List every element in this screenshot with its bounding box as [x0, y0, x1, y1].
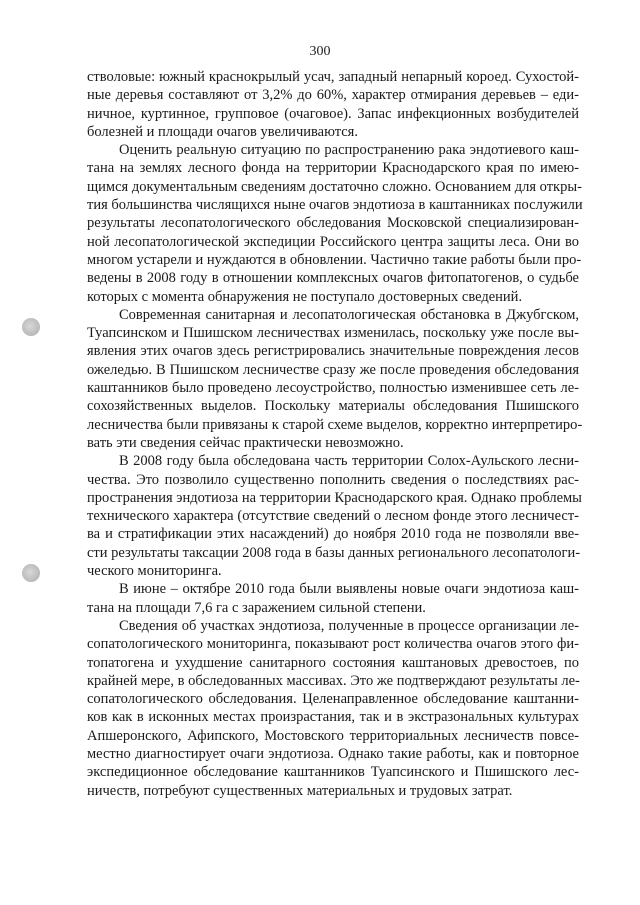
punch-hole-upper — [22, 318, 40, 336]
text-line: ческого мониторинга. — [87, 563, 222, 580]
text-line: болезней и площади очагов увеличиваются. — [87, 123, 358, 140]
text-line: каштанников было проведено лесоустройство, полностью изменившее сеть ле- — [87, 380, 579, 397]
text-line: тана на площади 7,6 га с заражением сильной степени. — [87, 599, 426, 616]
punch-hole-lower — [22, 564, 40, 582]
text-line: ничное, куртинное, групповое (очаговое). Запас инфекционных возбудителей — [87, 105, 579, 122]
text-line: Сведения об участках эндотиоза, полученные в процессе организации ле- — [119, 617, 579, 634]
paragraph — [87, 617, 579, 800]
text-line: ва и стратификации этих насаждений) до ноября 2010 года не позволяли вве- — [87, 526, 579, 543]
text-line: В 2008 году была обследована часть территории Солох-Аульского лесни- — [119, 453, 579, 470]
text-line: сопатологического мониторинга, показывают рост количества очагов этого фи- — [87, 636, 579, 653]
text-line: стволовые: южный краснокрылый усач, западный непарный короед. Сухостой- — [87, 69, 579, 85]
text-line: экспедиционное обследование каштанников Туапсинского и Пшишского лес- — [87, 764, 579, 781]
text-line: чества. Это позволило существенно пополнить сведения о последствиях рас- — [87, 471, 579, 488]
text-line: сохозяйственных выделов. Поскольку материалы обследования Пшишского — [87, 398, 579, 415]
text-line: тия большинства числящихся ныне очагов эндотиоза в каштанниках послужили — [87, 197, 583, 214]
text-line: результаты лесопатологического обследования Московской специализирован- — [87, 215, 579, 232]
text-line: тана на землях лесного фонда на территории Краснодарского края по имею- — [87, 160, 579, 177]
text-line: сти результаты таксации 2008 года в базы данных регионального лесопатологи- — [87, 544, 581, 561]
text-line: пространения эндотиоза на территории Краснодарского края. Однако проблемы — [87, 489, 582, 506]
paragraph — [87, 306, 583, 452]
paragraph — [87, 452, 582, 580]
text-line: Туапсинском и Пшишском лесничествах изменилась, поскольку уже после вы- — [87, 325, 579, 342]
text-line: технического характера (отсутствие сведений о лесном фонде этого лесничест- — [87, 508, 579, 525]
page-number: 300 — [309, 44, 331, 59]
text-line: щимся документальным сведениям достаточно сложно. Основанием для откры- — [87, 178, 582, 195]
body-text — [87, 68, 583, 800]
text-line: местно диагностирует очаги эндотиоза. Однако такие работы, как и повторное — [87, 745, 579, 762]
text-line: ведены в 2008 году в отношении комплексных очагов фитопатогенов, о судьбе — [87, 270, 579, 287]
text-line: ничеств, потребуют существенных материальных и трудовых затрат. — [87, 782, 513, 799]
text-line: В июне – октябре 2010 года были выявлены новые очаги эндотиоза каш- — [119, 581, 579, 598]
text-line: ной лесопатологической экспедиции Российского центра защиты леса. Они во — [87, 233, 579, 250]
text-line: ные деревья составляют от 3,2% до 60%, характер отмирания деревьев – еди- — [87, 87, 579, 104]
text-line: Апшеронского, Афипского, Мостовского территориальных лесничеств повсе- — [87, 727, 579, 744]
text-line: многом устарели и нуждаются в обновлении. Частично такие работы были про- — [87, 251, 582, 268]
paragraph — [87, 580, 579, 617]
text-line: крайней мере, в обследованных массивах. Это же подтверждают результаты ле- — [87, 672, 580, 689]
text-line: ков как в исконных местах произрастания, так и в экстразональных культурах — [87, 709, 579, 726]
text-line: лесничества были привязаны к старой схеме выделов, корректно интерпретиро- — [87, 416, 583, 433]
text-line: Оценить реальную ситуацию по распространению рака эндотиевого каш- — [119, 142, 579, 159]
text-line: которых с момента обнаружения не поступало достоверных сведений. — [87, 288, 523, 305]
text-line: ожеледью. В Пшишском лесничестве сразу же после проведения обследования — [87, 361, 579, 378]
paragraph — [87, 141, 583, 306]
text-line: топатогена и ухудшение санитарного состояния каштановых древостоев, по — [87, 654, 579, 671]
text-line: вать эти сведения сейчас практически невозможно. — [87, 434, 404, 451]
text-line: Современная санитарная и лесопатологическая обстановка в Джубгском, — [119, 306, 579, 323]
text-line: явления этих очагов здесь регистрировались значительные повреждения лесов — [87, 343, 579, 360]
text-line: сопатологического обследования. Целенаправленное обследование каштанни- — [87, 691, 579, 708]
paragraph — [87, 68, 579, 141]
